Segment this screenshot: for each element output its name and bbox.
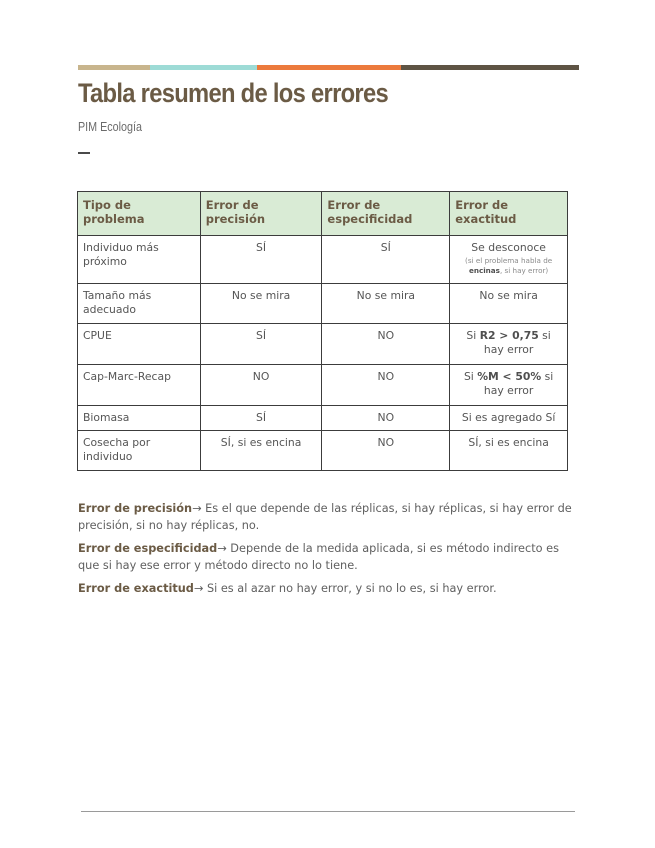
cell-exactitud: No se mira [450, 284, 568, 324]
cell-exactitud: Si es agregado Sí [450, 406, 568, 431]
definitions-section [78, 500, 578, 603]
exactitud-text: si hay error [483, 329, 551, 356]
table-row [78, 431, 568, 471]
exactitud-threshold: %M < 50% [477, 370, 542, 383]
errors-summary-table [77, 191, 568, 471]
table-header-row [78, 192, 568, 236]
exactitud-text: si hay error [483, 370, 554, 397]
color-bar-segment [257, 65, 401, 70]
exactitud-value: Se desconoce [471, 241, 546, 254]
header-especificidad: Error de especificidad [322, 192, 450, 236]
cell-especificidad: NO [322, 365, 450, 406]
definition-text: → Si es al azar no hay error, y si no lo es, si hay error. [193, 582, 497, 595]
cell-especificidad: NO [322, 324, 450, 365]
table-row [78, 406, 568, 431]
table-row [78, 236, 568, 284]
note-bold-text: encinas [468, 266, 500, 275]
definition-term: Error de precisión [78, 502, 193, 515]
definition-paragraph [78, 540, 578, 574]
exactitud-text: Si [463, 370, 478, 383]
color-bar-segment [150, 65, 257, 70]
color-bar-segment [401, 65, 579, 70]
footer-divider [81, 811, 575, 812]
header-color-bar [78, 65, 579, 70]
cell-exactitud [450, 365, 568, 406]
page-subtitle: PIM Ecología [78, 120, 142, 134]
cell-precision: NO [200, 365, 322, 406]
definition-text: → Es el que depende de las réplicas, si hay réplicas, si hay error de precisión, si no hay réplicas, no. [78, 502, 572, 532]
cell-especificidad: NO [322, 431, 450, 471]
cell-precision: SÍ, si es encina [200, 431, 322, 471]
header-exactitud: Error de exactitud [450, 192, 568, 236]
header-tipo: Tipo de problema [78, 192, 201, 236]
definition-paragraph [78, 500, 578, 534]
cell-precision: SÍ [200, 236, 322, 284]
cell-tipo: Cap-Marc-Recap [78, 365, 201, 406]
title-dash-divider [78, 152, 90, 154]
exactitud-threshold: R2 > 0,75 [479, 329, 539, 342]
cell-especificidad: No se mira [322, 284, 450, 324]
definition-paragraph [78, 580, 578, 597]
header-precision: Error de precisión [200, 192, 322, 236]
page-title: Tabla resumen de los errores [78, 78, 388, 108]
exactitud-text: Si [466, 329, 480, 342]
table-row [78, 324, 568, 365]
cell-exactitud [450, 236, 568, 284]
definition-text: → Depende de la medida aplicada, si es método indirecto es que si hay ese error y método directo no lo tiene. [78, 542, 559, 572]
note-text: , si hay error) [499, 266, 549, 275]
cell-precision: No se mira [200, 284, 322, 324]
color-bar-segment [78, 65, 150, 70]
table-row [78, 365, 568, 406]
cell-tipo: Biomasa [78, 406, 201, 431]
cell-tipo: Tamaño más adecuado [78, 284, 201, 324]
cell-tipo: Cosecha por individuo [78, 431, 201, 471]
table-row [78, 284, 568, 324]
cell-tipo: Individuo más próximo [78, 236, 201, 284]
exactitud-note [455, 256, 562, 276]
cell-especificidad: NO [322, 406, 450, 431]
definition-term: Error de exactitud [78, 582, 194, 595]
note-text: (si el problema habla de [465, 256, 553, 265]
cell-exactitud [450, 324, 568, 365]
cell-precision: SÍ [200, 406, 322, 431]
cell-especificidad: SÍ [322, 236, 450, 284]
definition-term: Error de especificidad [78, 542, 218, 555]
cell-precision: SÍ [200, 324, 322, 365]
cell-exactitud: SÍ, si es encina [450, 431, 568, 471]
cell-tipo: CPUE [78, 324, 201, 365]
